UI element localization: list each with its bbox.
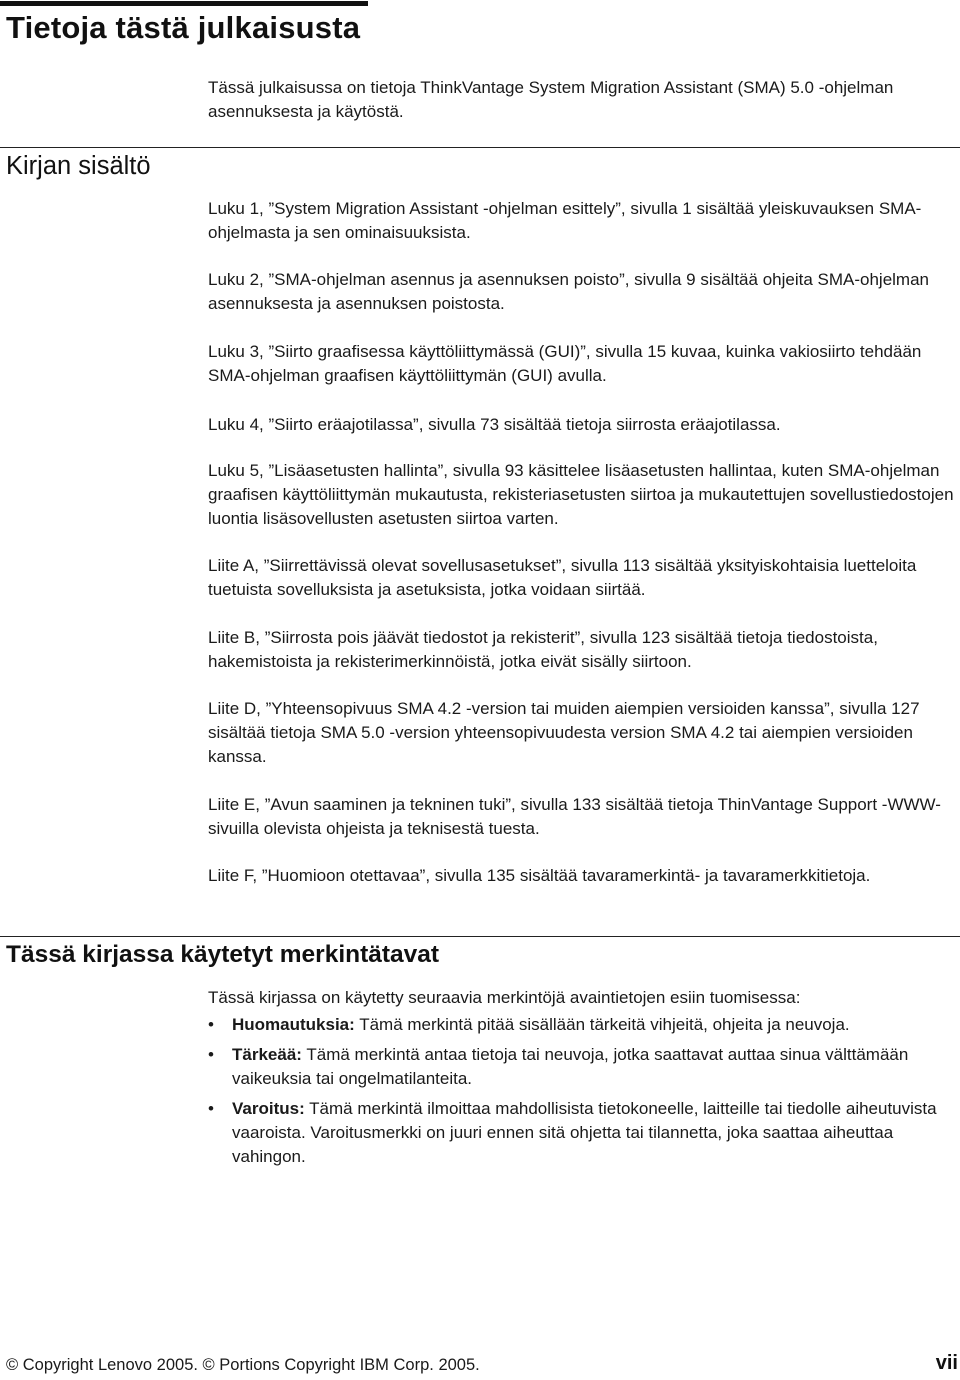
contents-heading: Kirjan sisältö [6, 152, 151, 180]
conventions-heading: Tässä kirjassa käytetyt merkintätavat [6, 941, 440, 968]
page-number: vii [935, 1352, 958, 1374]
contents-item-liite-b: Liite B, ”Siirrosta pois jäävät tiedostot ja rekisterit”, sivulla 123 sisältää tietoja tiedostoista, hakemistoista ja rekisterimerkinnöistä, jotka eivät sisälly siirtoon. [208, 628, 878, 671]
term-description: Tämä merkintä antaa tietoja tai neuvoja, jotka saattavat auttaa sinua välttämään vaikeuksia tai ongelmatilanteita. [232, 1045, 909, 1088]
bullet-icon: • [208, 1015, 214, 1034]
bullet-icon: • [208, 1045, 214, 1064]
contents-item-luku-5: Luku 5, ”Lisäasetusten hallinta”, sivulla 93 käsittelee lisäasetusten hallintaa, kuten SMA-ohjelman graafisen käyttöliittymän mukautusta, rekisteriasetusten siirtoa ja mukautettujen sovellustiedostojen luontia lisäsovellusten asetusten siirtoa varten. [208, 461, 954, 528]
contents-item-liite-f: Liite F, ”Huomioon otettavaa”, sivulla 135 sisältää tavaramerkintä- ja tavaramerkkitietoja. [208, 866, 871, 885]
contents-item-liite-e: Liite E, ”Avun saaminen ja tekninen tuki”, sivulla 133 sisältää tietoja ThinVantage Support -WWW-sivuilla olevista ohjeista ja teknisestä tuesta. [208, 795, 941, 838]
term-description: Tämä merkintä pitää sisällään tärkeitä vihjeitä, ohjeita ja neuvoja. [354, 1015, 850, 1034]
contents-item-liite-a: Liite A, ”Siirrettävissä olevat sovellusasetukset”, sivulla 113 sisältää yksityiskohtaisia luetteloita tuetuista sovelluksista ja asetuksista, jotka voidaan siirtää. [208, 556, 917, 599]
contents-item-luku-2: Luku 2, ”SMA-ohjelman asennus ja asennuksen poisto”, sivulla 9 sisältää ohjeita SMA-ohjelman asennuksesta ja asennuksen poistosta. [208, 270, 929, 313]
section-rule-contents [0, 147, 960, 148]
contents-item-luku-4: Luku 4, ”Siirto eräajotilassa”, sivulla 73 sisältää tietoja siirrosta eräajotilassa. [208, 415, 781, 434]
term-description: Tämä merkintä ilmoittaa mahdollisista tietokoneelle, laitteille tai tiedolle aiheutuvista vaaroista. Varoitusmerkki on juuri ennen sitä ohjetta tai tilannetta, joka saattaa aiheuttaa vahingon. [232, 1099, 937, 1166]
list-item [208, 1013, 956, 1037]
intro-paragraph: Tässä julkaisussa on tietoja ThinkVantage System Migration Assistant (SMA) 5.0 -ohjelman asennuksesta ja käytöstä. [208, 78, 894, 121]
list-item [208, 1043, 956, 1091]
section-rule-conventions [0, 936, 960, 937]
term-label: Huomautuksia: [232, 1015, 355, 1034]
page-title: Tietoja tästä julkaisusta [6, 10, 361, 45]
conventions-list [208, 1013, 956, 1175]
list-item [208, 1097, 956, 1169]
title-rule [0, 1, 368, 6]
term-label: Varoitus: [232, 1099, 305, 1118]
copyright-footer: © Copyright Lenovo 2005. © Portions Copyright IBM Corp. 2005. [6, 1356, 480, 1374]
contents-item-luku-3: Luku 3, ”Siirto graafisessa käyttöliittymässä (GUI)”, sivulla 15 kuvaa, kuinka vakiosiirto tehdään SMA-ohjelman graafisen käyttöliittymän (GUI) avulla. [208, 342, 922, 385]
term-label: Tärkeää: [232, 1045, 302, 1064]
contents-item-luku-1: Luku 1, ”System Migration Assistant -ohjelman esittely”, sivulla 1 sisältää yleiskuvauksen SMA-ohjelmasta ja sen ominaisuuksista. [208, 199, 922, 242]
contents-item-liite-d: Liite D, ”Yhteensopivuus SMA 4.2 -version tai muiden aiempien versioiden kanssa”, sivulla 127 sisältää tietoja SMA 5.0 -version yhteensopivuudesta version SMA 4.2 tai aiempien versioiden kanssa. [208, 699, 920, 766]
conventions-intro: Tässä kirjassa on käytetty seuraavia merkintöjä avaintietojen esiin tuomisessa: [208, 988, 801, 1007]
bullet-icon: • [208, 1099, 214, 1118]
